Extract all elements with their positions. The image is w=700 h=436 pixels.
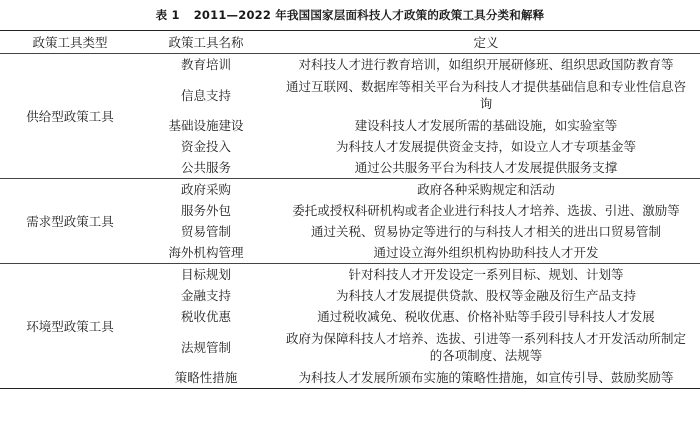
definition-cell: 为科技人才发展提供资金支持，如设立人才专项基金等 bbox=[335, 139, 636, 154]
header-row bbox=[0, 31, 700, 54]
definition-cell: 对科技人才进行教育培训，如组织开展研修班、组织思政国防教育等 bbox=[298, 57, 674, 72]
definition-cell: 通过公共服务平台为科技人才发展提供服务支撑 bbox=[272, 157, 700, 179]
header-tool-name: 政策工具名称 bbox=[140, 31, 272, 54]
table-row bbox=[0, 54, 700, 76]
definition-cell: 通过设立海外组织机构协助科技人才开发 bbox=[272, 242, 700, 264]
policy-tools-table bbox=[0, 30, 700, 389]
tool-name-cell: 教育培训 bbox=[180, 57, 231, 72]
tool-type-cell: 需求型政策工具 bbox=[0, 179, 140, 264]
tool-name-cell: 策略性措施 bbox=[140, 367, 272, 389]
definition-cell: 建设科技人才发展所需的基础设施，如实验室等 bbox=[354, 118, 618, 133]
tool-type-cell: 供给型政策工具 bbox=[0, 54, 140, 179]
header-definition: 定义 bbox=[272, 31, 700, 54]
tool-name-cell: 服务外包 bbox=[180, 203, 231, 218]
tool-name-cell: 目标规划 bbox=[180, 267, 231, 282]
table-row bbox=[0, 264, 700, 286]
definition-cell: 为科技人才发展所颁布实施的策略性措施，如宣传引导、鼓励奖励等 bbox=[272, 367, 700, 389]
table-number: 表 1 bbox=[155, 8, 180, 22]
tool-name-cell: 税收优惠 bbox=[180, 309, 231, 324]
definition-cell: 委托或授权科研机构或者企业进行科技人才培养、选拔、引进、激励等 bbox=[292, 203, 680, 218]
definition-cell: 通过互联网、数据库等相关平台为科技人才提供基础信息和专业性信息咨询 bbox=[285, 79, 686, 111]
tool-type-cell: 环境型政策工具 bbox=[0, 264, 140, 389]
table-title: 2011—2022 年我国国家层面科技人才政策的政策工具分类和解释 bbox=[193, 8, 545, 22]
definition-cell: 政府各种采购规定和活动 bbox=[417, 182, 555, 197]
tool-name-cell: 资金投入 bbox=[180, 139, 231, 154]
tool-name-cell: 基础设施建设 bbox=[168, 118, 244, 133]
tool-name-cell: 政府采购 bbox=[180, 182, 231, 197]
tool-name-cell: 贸易管制 bbox=[180, 224, 231, 239]
table-row bbox=[0, 179, 700, 201]
definition-cell: 通过税收减免、税收优惠、价格补贴等手段引导科技人才发展 bbox=[317, 309, 655, 324]
tool-name-cell: 法规管制 bbox=[180, 339, 231, 355]
definition-cell: 通过关税、贸易协定等进行的与科技人才相关的进出口贸易管制 bbox=[310, 224, 661, 239]
definition-cell: 针对科技人才开发设定一系列目标、规划、计划等 bbox=[348, 267, 624, 282]
tool-name-cell: 公共服务 bbox=[140, 157, 272, 179]
header-tool-type: 政策工具类型 bbox=[0, 31, 140, 54]
tool-name-cell: 海外机构管理 bbox=[140, 242, 272, 264]
tool-name-cell: 金融支持 bbox=[180, 288, 231, 303]
definition-cell: 政府为保障科技人才培养、选拔、引进等一系列科技人才开发活动所制定的各项制度、法规等 bbox=[285, 331, 686, 363]
table-caption bbox=[0, 0, 700, 30]
tool-name-cell: 信息支持 bbox=[180, 87, 231, 103]
definition-cell: 为科技人才发展提供贷款、股权等金融及衍生产品支持 bbox=[335, 288, 636, 303]
